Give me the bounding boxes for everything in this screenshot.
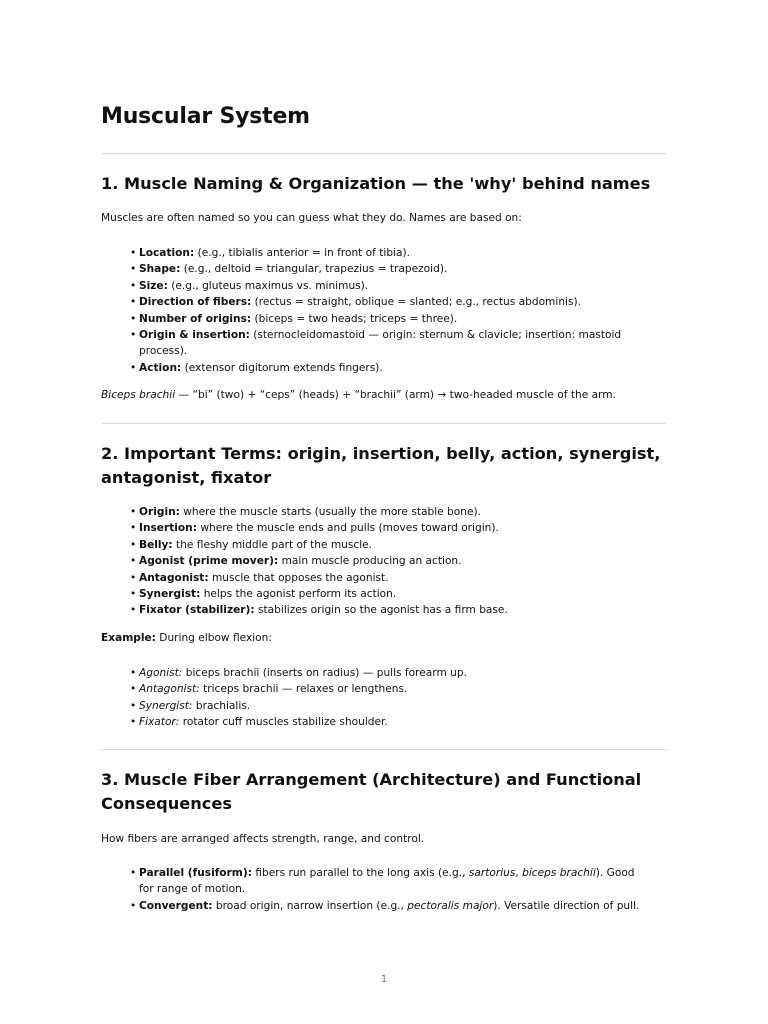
list-item: • Location: (e.g., tibialis anterior = in front of tibia). [130,245,650,261]
page-number: 1 [380,974,388,985]
elbow-flexion-example: Example: During elbow flexion: [101,632,272,644]
list-item: • Agonist (prime mover): main muscle producing an action. [130,553,650,569]
biceps-example: Biceps brachii — “bi” (two) + “ceps” (heads) + “brachii” (arm) → two-headed muscle of the arm. [101,389,616,401]
list-item: • Parallel (fusiform): fibers run parallel to the long axis (e.g., sartorius, biceps brachii). Good for range of motion. [130,865,650,898]
list-item: • Direction of fibers: (rectus = straight, oblique = slanted; e.g., rectus abdominis). [130,294,650,310]
list-item: • Convergent: broad origin, narrow insertion (e.g., pectoralis major). Versatile direction of pull. [130,898,650,914]
section-3-heading: 3. Muscle Fiber Arrangement (Architecture) and Functional Consequences [101,770,642,813]
list-item: • Fixator (stabilizer): stabilizes origin so the agonist has a firm base. [130,602,650,618]
divider [101,423,667,424]
section-2-heading: 2. Important Terms: origin, insertion, belly, action, synergist, antagonist, fixator [101,444,661,487]
list-item: • Antagonist: muscle that opposes the agonist. [130,570,650,586]
list-item: • Number of origins: (biceps = two heads; triceps = three). [130,311,650,327]
list-item: • Shape: (e.g., deltoid = triangular, trapezius = trapezoid). [130,261,650,277]
list-item: • Belly: the fleshy middle part of the muscle. [130,537,650,553]
list-item: • Antagonist: triceps brachii — relaxes or lengthens. [130,681,650,697]
section-1-heading: 1. Muscle Naming & Organization — the 'why' behind names [101,174,651,193]
list-item: • Action: (extensor digitorum extends fingers). [130,360,650,376]
naming-criteria-list [130,245,650,376]
list-item: • Synergist: brachialis. [130,698,650,714]
divider [101,153,667,154]
page-title: Muscular System [101,104,310,129]
divider [101,749,667,750]
list-item: • Agonist: biceps brachii (inserts on radius) — pulls forearm up. [130,665,650,681]
terms-list [130,504,650,619]
list-item: • Origin & insertion: (sternocleidomastoid — origin: sternum & clavicle; insertion: mastoid process). [130,327,650,360]
list-item: • Synergist: helps the agonist perform its action. [130,586,650,602]
list-item: • Fixator: rotator cuff muscles stabilize shoulder. [130,714,650,730]
example-roles-list [130,665,650,731]
list-item: • Origin: where the muscle starts (usually the more stable bone). [130,504,650,520]
list-item: • Size: (e.g., gluteus maximus vs. minimus). [130,278,650,294]
fiber-arrangement-list [130,865,650,914]
section-1-intro: Muscles are often named so you can guess what they do. Names are based on: [101,212,522,224]
section-3-intro: How fibers are arranged affects strength, range, and control. [101,833,425,845]
list-item: • Insertion: where the muscle ends and pulls (moves toward origin). [130,520,650,536]
